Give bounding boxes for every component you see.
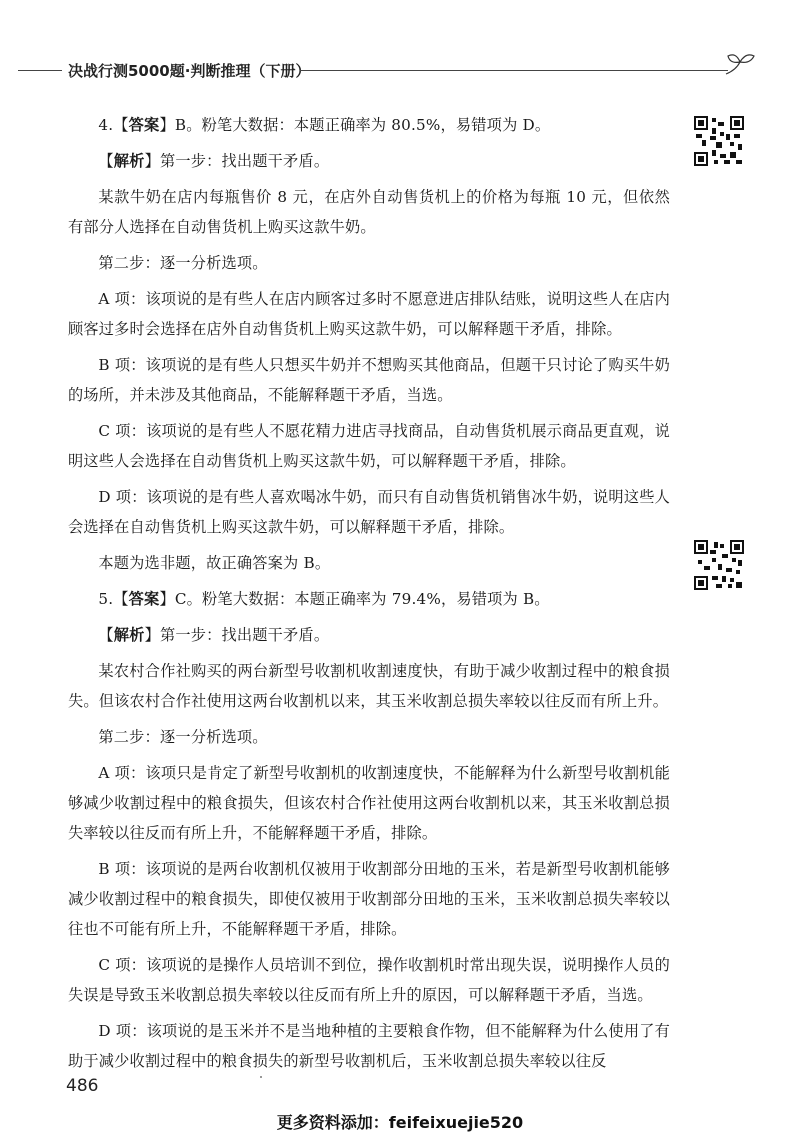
analysis-label: 解析 [113,626,145,644]
analysis-prefix: 【 [98,626,114,644]
page-body [68,110,670,1082]
answer-text: 】B。粉笔大数据：本题正确率为 80.5%，易错项为 D。 [159,116,551,134]
qr-code-icon [694,116,744,166]
option-analysis-b: B 项：该项说的是两台收割机仅被用于收割部分田地的玉米，若是新型号收割机能够减少收割过程中的粮食损失，即使仅被用于收割部分田地的玉米，玉米收割总损失率较以往也不可能有所上升，不能解释题干矛盾，排除。 [68,860,670,938]
analysis-line [68,146,670,176]
analysis-prefix: 【 [98,152,114,170]
option-analysis-d: D 项：该项说的是有些人喜欢喝冰牛奶，而只有自动售货机销售冰牛奶，说明这些人会选择在自动售货机上购买这款牛奶，可以解释题干矛盾，排除。 [68,488,670,536]
header-rule-right [300,70,728,71]
footer-note: 更多资料添加：feifeixuejie520 [276,1113,524,1132]
option-analysis-a: A 项：该项说的是有些人在店内顾客过多时不愿意进店排队结账，说明这些人在店内顾客过多时会选择在店外自动售货机上购买这款牛奶，可以解释题干矛盾，排除。 [68,290,670,338]
leaf-ornament-icon [722,50,758,86]
option-analysis-b: B 项：该项说的是有些人只想买牛奶并不想购买其他商品，但题干只讨论了购买牛奶的场所，并未涉及其他商品，不能解释题干矛盾，当选。 [68,356,670,404]
body-paragraph: 第二步：逐一分析选项。 [98,254,268,272]
answer-prefix: 4.【 [98,116,129,134]
option-analysis-a: A 项：该项只是肯定了新型号收割机的收割速度快，不能解释为什么新型号收割机能够减少收割过程中的粮食损失，但该农村合作社使用这两台收割机以来，其玉米收割总损失率较以往反而有所上升，不能解释题干矛盾，排除。 [68,764,670,842]
answer-label: 答案 [128,116,160,134]
scan-speck [260,1076,262,1078]
option-analysis-d: D 项：该项说的是玉米并不是当地种植的主要粮食作物，但不能解释为什么使用了有助于减少收割过程中的粮食损失的新型号收割机后，玉米收割总损失率较以往反 [68,1022,670,1070]
body-paragraph: 第二步：逐一分析选项。 [98,728,268,746]
analysis-text: 】第一步：找出题干矛盾。 [144,152,330,170]
answer-text: 】C。粉笔大数据：本题正确率为 79.4%，易错项为 B。 [159,590,550,608]
option-analysis-c: C 项：该项说的是有些人不愿花精力进店寻找商品，自动售货机展示商品更直观，说明这些人会选择在自动售货机上购买这款牛奶，可以解释题干矛盾，排除。 [68,422,670,470]
running-header [0,58,800,82]
qr-code-icon [694,540,744,590]
answer-label: 答案 [128,590,160,608]
book-title: 决战行测5000题·判断推理（下册） [68,62,311,80]
answer-line [68,584,670,614]
answer-prefix: 5.【 [98,590,129,608]
option-analysis-c: C 项：该项说的是操作人员培训不到位，操作收割机时常出现失误，说明操作人员的失误是导致玉米收割总损失率较以往反而有所上升的原因，可以解释题干矛盾，当选。 [68,956,670,1004]
page-number: 486 [66,1076,99,1096]
body-paragraph: 某款牛奶在店内每瓶售价 8 元，在店外自动售货机上的价格为每瓶 10 元，但依然有部分人选择在自动售货机上购买这款牛奶。 [68,188,670,236]
conclusion: 本题为选非题，故正确答案为 B。 [98,554,331,572]
header-rule-left [18,70,62,71]
analysis-line [68,620,670,650]
body-paragraph: 某农村合作社购买的两台新型号收割机收割速度快，有助于减少收割过程中的粮食损失。但该农村合作社使用这两台收割机以来，其玉米收割总损失率较以往反而有所上升。 [68,662,670,710]
analysis-text: 】第一步：找出题干矛盾。 [144,626,330,644]
answer-line [68,110,670,140]
analysis-label: 解析 [113,152,145,170]
